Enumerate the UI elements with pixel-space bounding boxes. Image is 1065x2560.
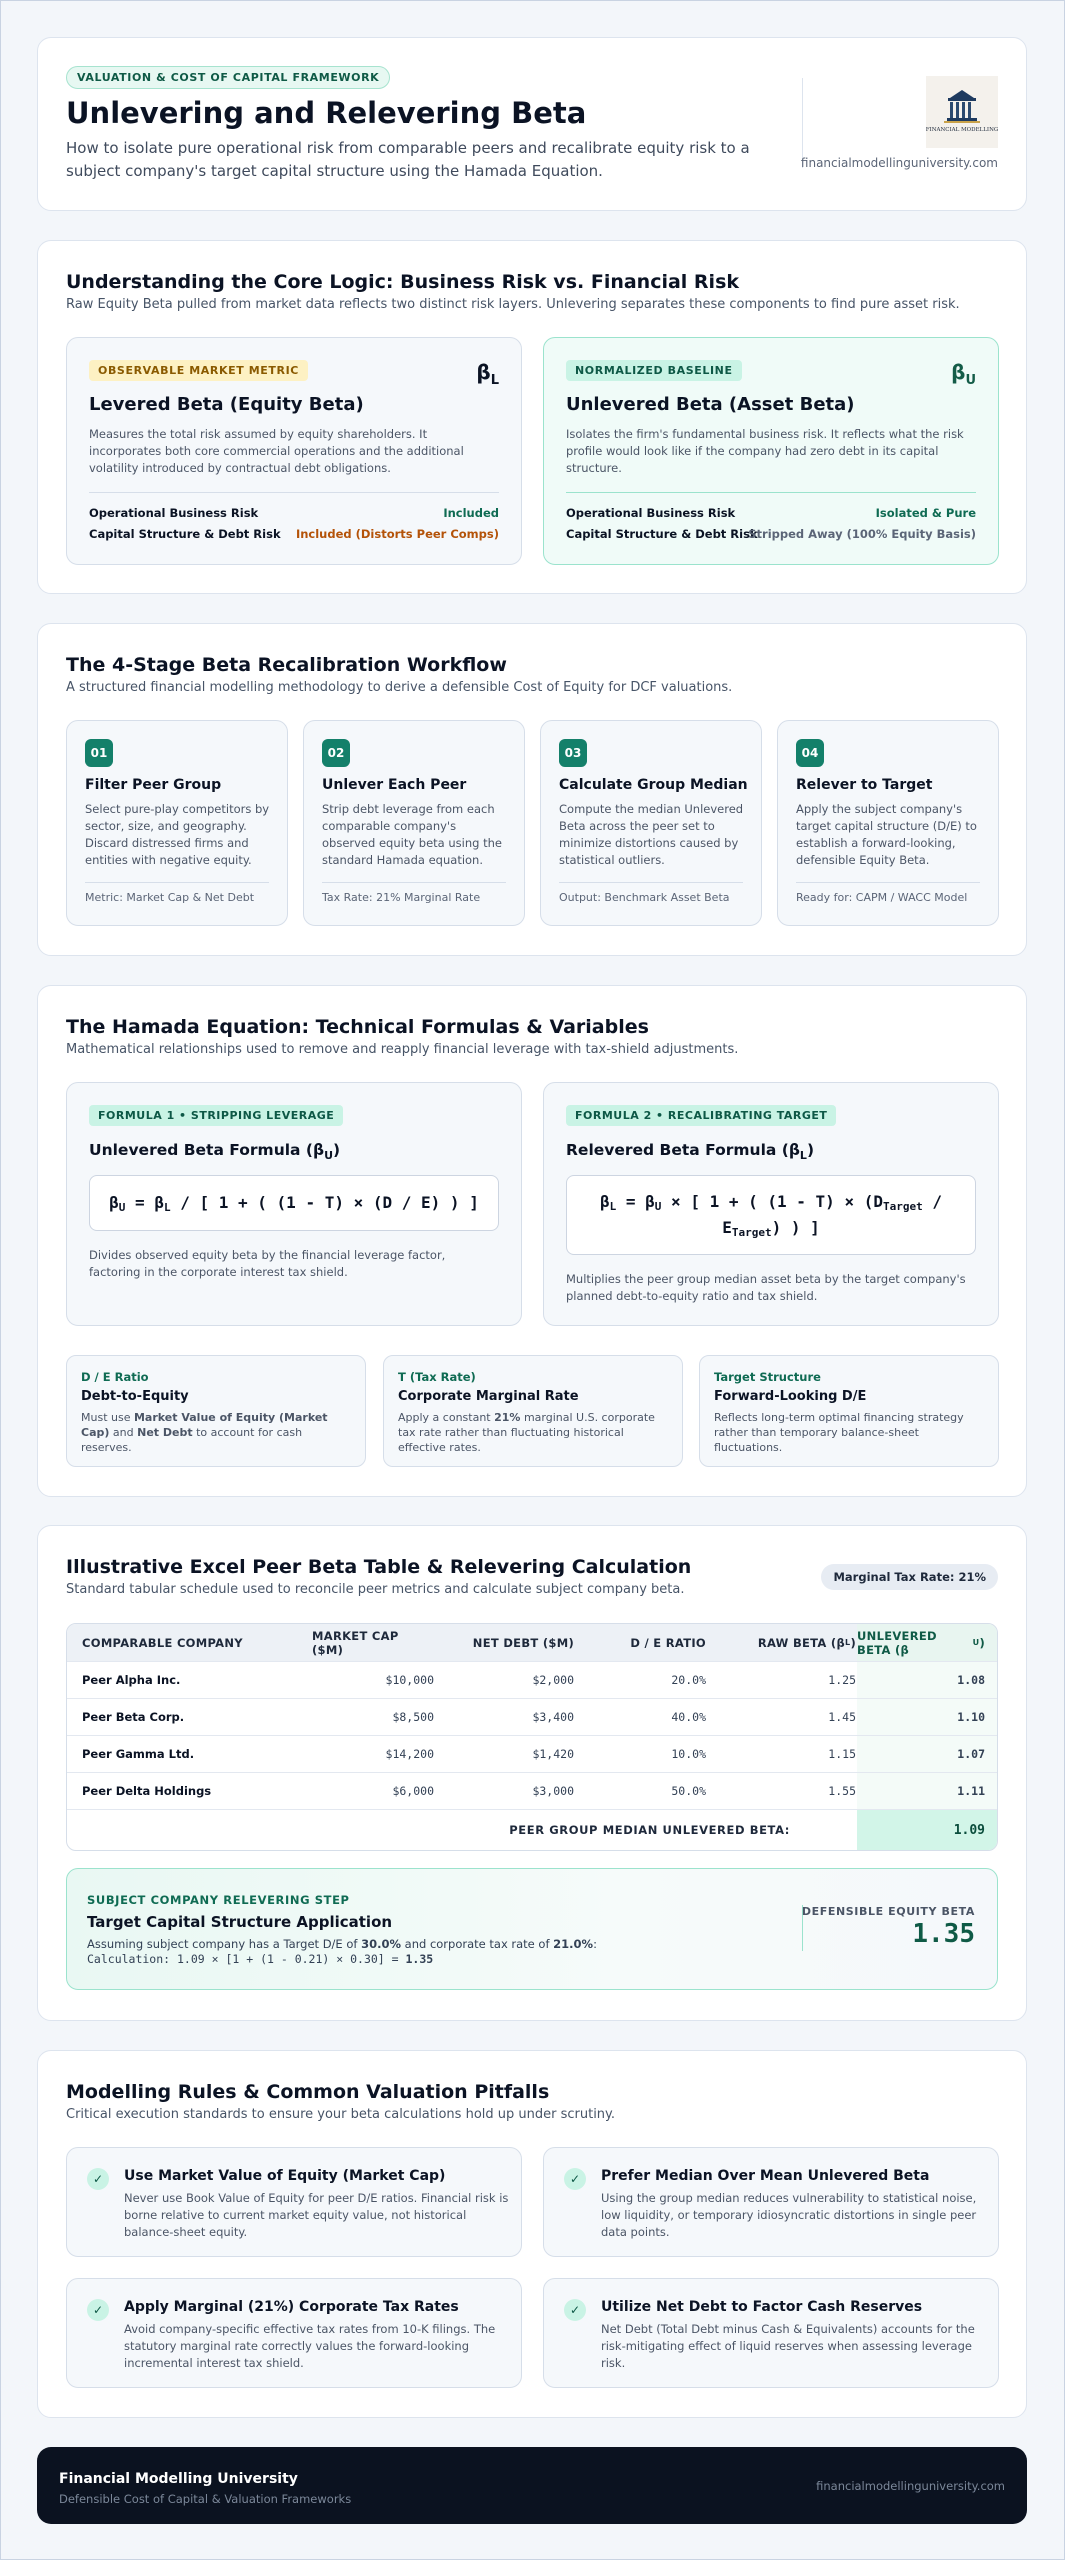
rule-desc: Avoid company-specific effective tax rates from 10-K filings. The statutory marginal rate correctly values the forward-looking incremental interest tax shield.: [124, 2322, 496, 2370]
column-header[interactable]: MARKET CAP ($M): [312, 1628, 399, 1657]
stage-meta: Metric: Market Cap & Net Debt: [85, 891, 255, 904]
stage-desc: Compute the median Unlevered Beta across the peer set to minimize distortions caused by statistical outliers.: [559, 802, 744, 867]
formula-title: Relevered Beta Formula $(\beta_L)$: [566, 1141, 815, 1163]
table-header-row: [67, 1624, 997, 1662]
rule-card: [543, 2147, 999, 2257]
subject-desc: Assuming subject company has a Target D/E of 30.0% and corporate tax rate of 21.0%: Calculation: 1.09 × [1 + (1 - 0.21) × 0.30] = 1.35: [87, 1937, 597, 1966]
rule-title: Use Market Value of Equity (Market Cap): [124, 2168, 446, 2184]
section-title: Understanding the Core Logic: Business Risk vs. Financial Risk: [66, 271, 740, 293]
table-median-row: [67, 1810, 997, 1850]
rule-card: [66, 2147, 522, 2257]
section-subtitle: A structured financial modelling methodology to derive a defensible Cost of Equity for DCF valuations.: [66, 680, 733, 695]
kv-row: Capital Structure & Debt Risk Included (Distorts Peer Comps): [89, 527, 499, 541]
site-url[interactable]: financialmodellinguniversity.com: [800, 156, 998, 170]
variable-title: Debt-to-Equity: [81, 1389, 189, 1404]
formula-desc: Multiplies the peer group median asset beta by the target company's planned debt-to-equity ratio and tax shield.: [566, 1272, 966, 1303]
stage-desc: Apply the subject company's target capital structure (D/E) to establish a forward-looking, defensible Equity Beta.: [796, 802, 977, 867]
formula-tag: FORMULA 1 • STRIPPING LEVERAGE: [89, 1105, 343, 1126]
column-header[interactable]: UNLEVERED BETA (β U ): [857, 1624, 998, 1661]
variable-desc: Reflects long-term optimal financing strategy rather than temporary balance-sheet fluctuations.: [714, 1411, 964, 1454]
variable-card: [383, 1355, 683, 1467]
unlevered-title: Unlevered Beta (Asset Beta): [566, 394, 855, 415]
check-icon: ✓: [87, 2168, 109, 2190]
section-title: Modelling Rules & Common Valuation Pitfalls: [66, 2081, 550, 2103]
variable-desc: Apply a constant 21% marginal U.S. corporate tax rate rather than fluctuating historical effective rates.: [398, 1411, 655, 1454]
stage-title: Unlever Each Peer: [322, 777, 467, 793]
variable-card: [66, 1355, 366, 1467]
section-title: The Hamada Equation: Technical Formulas & Variables: [66, 1016, 649, 1038]
stage-number: 04: [796, 739, 824, 767]
subject-title: Target Capital Structure Application: [87, 1913, 393, 1931]
stage-desc: Select pure-play competitors by sector, size, and geography. Discard distressed firms and entities with negative equity.: [85, 802, 270, 867]
section-subtitle: Mathematical relationships used to remove and reapply financial leverage with tax-shield adjustments.: [66, 1042, 739, 1057]
university-logo: [926, 76, 998, 148]
kv-row: Operational Business Risk Included: [89, 506, 499, 520]
rule-desc: Net Debt (Total Debt minus Cash & Equivalents) accounts for the risk-mitigating effect of liquid reserves when assessing leverage risk.: [601, 2322, 975, 2370]
levered-beta-card: [66, 337, 522, 565]
footer-name: Financial Modelling University: [59, 2471, 298, 2487]
variable-card: [699, 1355, 999, 1467]
formula-title: Unlevered Beta Formula $(\beta_U)$: [89, 1141, 341, 1163]
levered-desc: Measures the total risk assumed by equity shareholders. It incorporates both core commercial operations and the additional volatility introduced by contractual debt obligations.: [89, 427, 464, 475]
table-row: Peer Gamma Ltd. $14,200 $1,420 10.0% 1.15 1.07: [67, 1736, 997, 1773]
rule-title: Utilize Net Debt to Factor Cash Reserves: [601, 2299, 923, 2315]
unlevered-formula-card: [66, 1082, 522, 1326]
variable-key: T (Tax Rate): [398, 1370, 476, 1384]
divider: [85, 882, 269, 883]
divider: [796, 882, 980, 883]
check-icon: ✓: [564, 2168, 586, 2190]
svg-text:FINANCIAL MODELLING: FINANCIAL MODELLING: [926, 127, 998, 133]
equity-beta-value: 1.35: [912, 1919, 975, 1949]
check-icon: ✓: [87, 2299, 109, 2321]
kv-row: Operational Business Risk Isolated & Pure: [566, 506, 976, 520]
unlevered-formula: $\beta_U = \beta_L$ / [ 1 + ( (1 - T) × (D / E) ) ]: [89, 1175, 499, 1231]
table-row: Peer Alpha Inc. $10,000 $2,000 20.0% 1.25 1.08: [67, 1662, 997, 1699]
building-logo-icon: [926, 76, 998, 148]
stage-card: [303, 720, 525, 926]
unlevered-beta-card: [543, 337, 999, 565]
column-header[interactable]: COMPARABLE COMPANY: [82, 1635, 243, 1650]
page-subtitle: How to isolate pure operational risk from comparable peers and recalibrate equity risk to a subject company's target capital structure using the Hamada Equation.: [66, 139, 750, 180]
unlevered-desc: Isolates the firm's fundamental business risk. It reflects what the risk profile would look like if the company had zero debt in its capital structure.: [566, 427, 964, 475]
column-header[interactable]: RAW BETA (β L ): [757, 1635, 856, 1650]
rules-section: [37, 2050, 1027, 2418]
stage-title: Filter Peer Group: [85, 777, 222, 793]
unlevered-tag: NORMALIZED BASELINE: [566, 360, 742, 381]
variable-key: Target Structure: [714, 1370, 821, 1384]
rule-card: [66, 2278, 522, 2388]
stage-card: [66, 720, 288, 926]
section-title: The 4-Stage Beta Recalibration Workflow: [66, 654, 507, 676]
workflow-section: [37, 623, 1027, 956]
median-value: 1.09: [857, 1810, 998, 1850]
divider: [566, 492, 976, 493]
rule-desc: Never use Book Value of Equity for peer D/E ratios. Financial risk is borne relative to current market equity value, not historical balance-sheet equity.: [124, 2191, 509, 2239]
unlevered-symbol: $\beta_U$: [951, 360, 976, 388]
divider: [322, 882, 506, 883]
levered-symbol: $\beta_L$: [476, 360, 499, 388]
peer-beta-table: [66, 1623, 998, 1851]
table-row: Peer Beta Corp. $8,500 $3,400 40.0% 1.45 1.10: [67, 1699, 997, 1736]
section-subtitle: Critical execution standards to ensure your beta calculations hold up under scrutiny.: [66, 2107, 616, 2122]
variable-title: Forward-Looking D/E: [714, 1389, 867, 1404]
median-label: PEER GROUP MEDIAN UNLEVERED BETA:: [509, 1823, 790, 1837]
table-row: Peer Delta Holdings $6,000 $3,000 50.0% 1.55 1.11: [67, 1773, 997, 1810]
page-title: Unlevering and Relevering Beta: [66, 96, 587, 130]
levered-title: Levered Beta (Equity Beta): [89, 394, 364, 415]
framework-badge: VALUATION & COST OF CAPITAL FRAMEWORK: [66, 66, 390, 89]
check-icon: ✓: [564, 2299, 586, 2321]
core-logic-section: [37, 240, 1027, 594]
formula-tag: FORMULA 2 • RECALIBRATING TARGET: [566, 1105, 836, 1126]
rule-desc: Using the group median reduces vulnerability to statistical noise, low liquidity, or temporary idiosyncratic distortions in single peer data points.: [601, 2191, 977, 2239]
stage-meta: Ready for: CAPM / WACC Model: [796, 891, 968, 904]
kv-row: Capital Structure & Debt Risk Stripped Away (100% Equity Basis): [566, 527, 976, 541]
relevered-formula: $\beta_L = \beta_U$ × [ 1 + ( $(1 - T) \times (D_{Target} / E_{Target})$ ) ]: [566, 1175, 976, 1255]
rule-title: Apply Marginal (21%) Corporate Tax Rates: [124, 2299, 459, 2315]
subject-kicker: SUBJECT COMPANY RELEVERING STEP: [87, 1893, 350, 1907]
rule-title: Prefer Median Over Mean Unlevered Beta: [601, 2168, 930, 2184]
header-divider: [802, 78, 803, 168]
divider: [89, 492, 499, 493]
variable-desc: Must use Market Value of Equity (Market Cap) and Net Debt to account for cash reserves.: [81, 1411, 328, 1454]
hamada-section: [37, 985, 1027, 1497]
stage-meta: Tax Rate: 21% Marginal Rate: [322, 891, 481, 904]
variable-key: D / E Ratio: [81, 1370, 149, 1384]
relevered-formula-card: [543, 1082, 999, 1326]
stage-number: 03: [559, 739, 587, 767]
stage-number: 02: [322, 739, 350, 767]
column-header[interactable]: D / E RATIO: [630, 1635, 706, 1650]
formula-desc: Divides observed equity beta by the financial leverage factor, factoring in the corporate interest tax shield.: [89, 1248, 446, 1279]
subject-relevering-card: [66, 1868, 998, 1990]
header-card: [37, 37, 1027, 211]
section-subtitle: Raw Equity Beta pulled from market data reflects two distinct risk layers. Unlevering separates these components to find pure asset risk.: [66, 297, 960, 312]
equity-beta-label: DEFENSIBLE EQUITY BETA: [801, 1905, 975, 1918]
tax-rate-badge: Marginal Tax Rate: 21%: [821, 1564, 998, 1590]
excel-section: [37, 1525, 1027, 2021]
rule-card: [543, 2278, 999, 2388]
variable-title: Corporate Marginal Rate: [398, 1389, 579, 1404]
stage-card: [540, 720, 762, 926]
stage-desc: Strip debt leverage from each comparable company's observed equity beta using the standard Hamada equation.: [322, 802, 502, 867]
stage-number: 01: [85, 739, 113, 767]
footer: [37, 2447, 1027, 2524]
section-title: Illustrative Excel Peer Beta Table & Relevering Calculation: [66, 1556, 692, 1578]
stage-card: [777, 720, 999, 926]
stage-title: Calculate Group Median: [559, 777, 748, 793]
footer-tagline: Defensible Cost of Capital & Valuation Frameworks: [59, 2492, 352, 2506]
column-header[interactable]: NET DEBT ($M): [472, 1635, 574, 1650]
footer-site-link[interactable]: financialmodellinguniversity.com: [816, 2479, 1005, 2493]
levered-tag: OBSERVABLE MARKET METRIC: [89, 360, 308, 381]
stage-meta: Output: Benchmark Asset Beta: [559, 891, 730, 904]
stage-title: Relever to Target: [796, 777, 933, 793]
section-subtitle: Standard tabular schedule used to reconcile peer metrics and calculate subject company beta.: [66, 1582, 685, 1597]
divider: [559, 882, 743, 883]
